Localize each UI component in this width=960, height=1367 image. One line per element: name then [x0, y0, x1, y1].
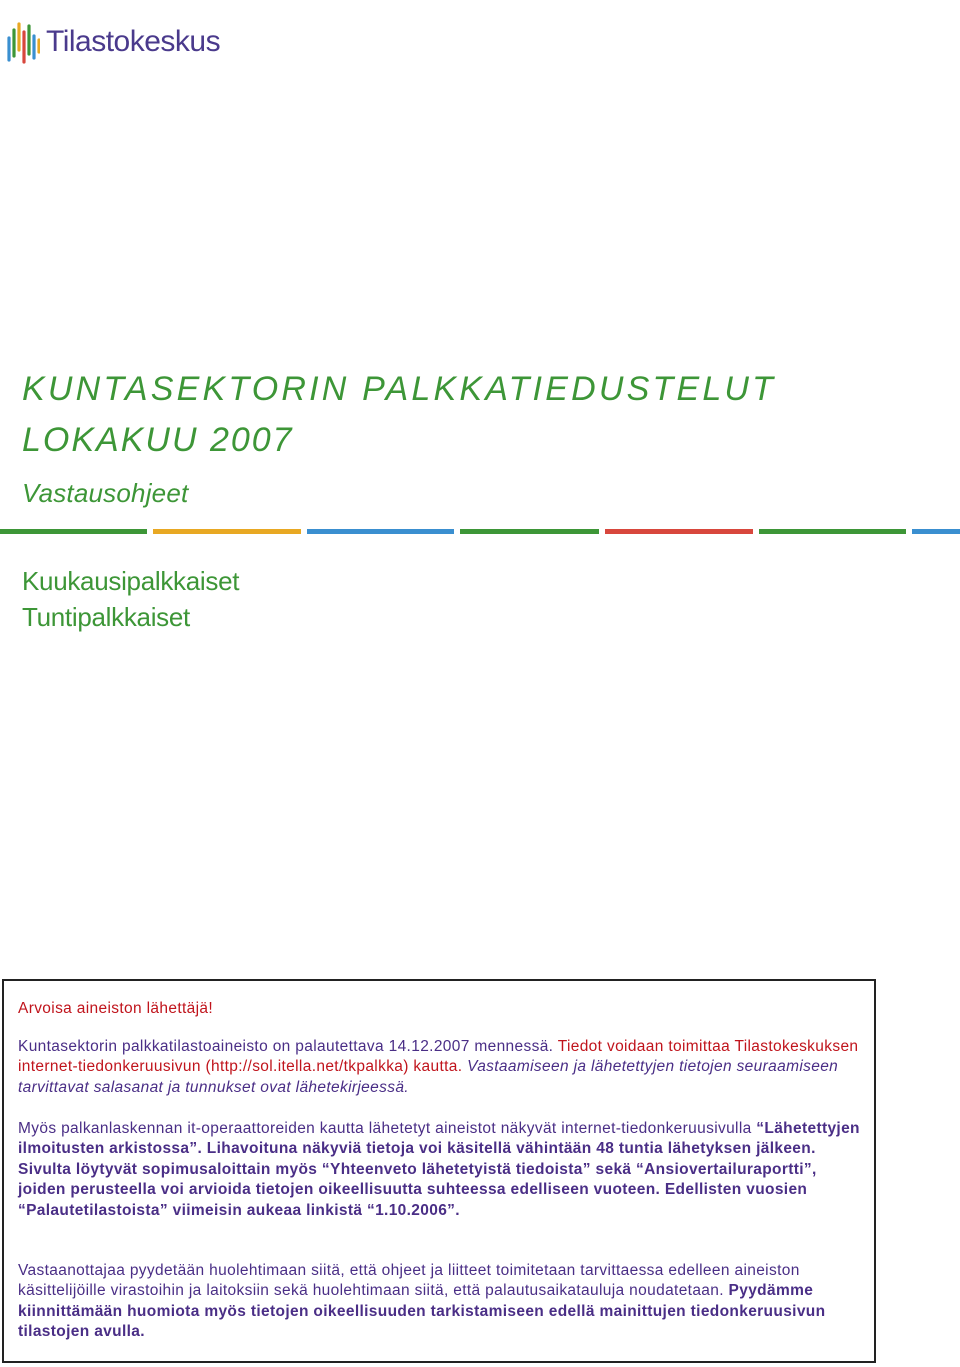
recipient-text: Vastaanottajaa pyydetään huolehtimaan siitä, että ohjeet ja liitteet toimitetaan tarvittaessa edelleen aineiston käsittelijöille virastoihin ja laitoksiin sekä huolehtimaan siitä, että palautusaikatauluja noudatetaan. — [18, 1262, 800, 1300]
subtitle-hourly: Tuntipalkkaiset — [22, 602, 190, 632]
credentials-text: Vastaamiseen ja lähetettyjen tietojen seuraamiseen tarvittavat salasanat ja tunnukset ovat lähetekirjeessä. — [18, 1058, 839, 1096]
divider-segment — [0, 529, 147, 534]
archive-text: “Lähetettyjen ilmoitusten arkistossa”. Lihavoituna näkyviä tietoja voi käsitellä vähintään 48 tuntia lähetyksen jälkeen. Sivulta löytyvät sopimusaloittain myös “Yhteenveto lähetetyistä tiedoista” sekä “Ansiovertailuraportti”, joiden perusteella voi arvioida tietojen oikeellisuutta suhteessa edelliseen vuoteen. Edellisten vuosien “Palautetilastoista” viimeisin aukeaa linkistä “1.10.2006”. — [18, 1120, 860, 1219]
document-subtitle: Vastausohjeet — [22, 478, 189, 508]
tilastokeskus-logo — [6, 18, 220, 66]
divider-segment — [759, 529, 906, 534]
accuracy-text: Pyydämme kiinnittämään huomiota myös tietojen oikeellisuuden tarkistamiseen edellä mainittujen tiedonkeruusivun tilastojen avulla. — [18, 1282, 826, 1341]
document-date: LOKAKUU 2007 — [22, 421, 294, 459]
divider-segment — [912, 529, 960, 534]
logo-text: Tilastokeskus — [46, 25, 221, 58]
divider-segment — [460, 529, 599, 534]
notice-box — [2, 979, 876, 1363]
color-divider — [0, 529, 960, 534]
notice-greeting: Arvoisa aineiston lähettäjä! — [18, 1000, 214, 1017]
divider-segment — [153, 529, 300, 534]
tilastokeskus-logo-icon — [6, 20, 40, 64]
notice-paragraph-1 — [18, 1037, 868, 1098]
notice-paragraph-2 — [18, 1119, 868, 1221]
operator-text: Myös palkanlaskennan it-operaattoreiden kautta lähetetyt aineistot näkyvät internet-tiedonkeruusivulla — [18, 1120, 757, 1137]
deadline-text: Kuntasektorin palkkatilastoaineisto on palautettava 14.12.2007 mennessä. — [18, 1038, 554, 1055]
document-title: KUNTASEKTORIN PALKKATIEDUSTELUT — [22, 370, 777, 408]
divider-segment — [307, 529, 454, 534]
subtitle-monthly: Kuukausipalkkaiset — [22, 566, 240, 596]
divider-segment — [605, 529, 752, 534]
submission-text: Tiedot voidaan toimittaa Tilastokeskuksen internet-tiedonkeruusivun (http://sol.itella.net/tkpalkka) kautta. — [18, 1038, 859, 1076]
notice-paragraph-3 — [18, 1261, 868, 1343]
